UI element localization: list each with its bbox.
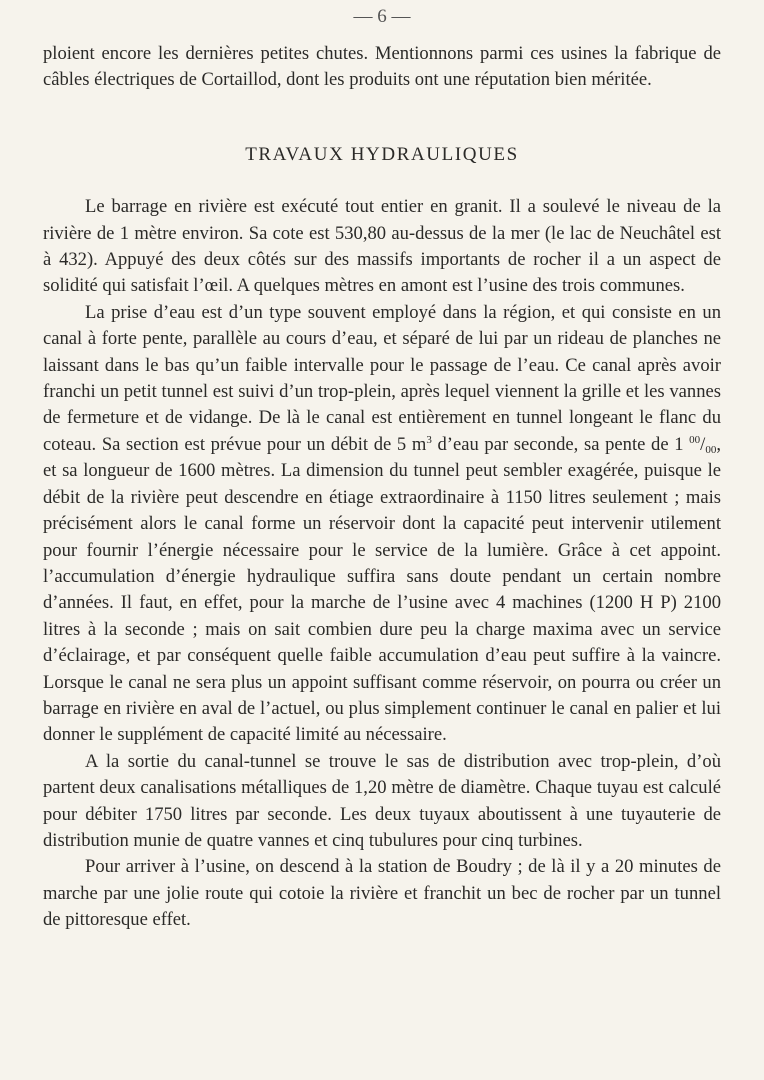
paragraph-text: La prise d’eau est d’un type souvent employé dans la région, et qui consiste en un canal à forte pente, parallèle au cours d’eau, et séparé de lui par un rideau de planches ne laissant dans le bas qu’un faible intervalle pour le passage de l’eau. Ce canal après avoir franchi un petit tunnel est suivi d’un trop-plein, après lequel viennent la grille et les vannes de fermeture et de vidange. De là le canal est entièrement en tunnel longeant le flanc du coteau. Sa section est prévue pour un débit de 5 m [43, 301, 721, 455]
cubic-exponent: 3 [426, 433, 432, 446]
paragraph-text: d’eau par seconde, sa pente de 1 [431, 433, 690, 455]
permille-denominator: 00 [705, 443, 717, 456]
paragraph-barrage: Le barrage en rivière est exécuté tout entier en granit. Il a soulevé le niveau de la rivière de 1 mètre environ. Sa cote est 530,80 au-dessus de la mer (le lac de Neuchâtel est à 432). Appuyé des deux côtés sur des massifs importants de rocher il a un aspect de solidité qui satisfait l’œil. A quelques mètres en amont est l’usine des trois communes. [43, 196, 721, 297]
permille-numerator: 00 [689, 433, 701, 446]
body-text [43, 41, 721, 934]
section-heading: TRAVAUX HYDRAULIQUES [245, 143, 519, 165]
page-number: — 6 — [353, 6, 411, 27]
permille-slash: / [700, 433, 706, 455]
paragraph-prise-d-eau [43, 300, 721, 749]
paragraph-text: , et sa longueur de 1600 mètres. La dimension du tunnel peut sembler exagérée, puisque le débit de la rivière peut descendre en étiage extraordinaire à 1150 litres seulement ; mais précisément alors le canal forme un réservoir dont la capacité peut intervenir utilement pour fournir l’énergie nécessaire pour le service de la lumière. Grâce à cet appoint. l’accumulation d’énergie hydraulique suffira sans doute pendant un certain nombre d’années. Il faut, en effet, pour la marche de l’usine avec 4 machines (1200 H P) 2100 litres à la seconde ; mais on sait combien dure peu la charge maxima avec un service d’éclairage, et par conséquent quelle faible accumulation d’eau peut suffire à la vaincre. Lorsque le canal ne sera plus un appoint suffisant comme réservoir, on pourra ou créer un barrage en rivière en aval de l’actuel, ou plus simplement continuer le canal en palier et lui donner le supplément de capacité limité au nécessaire. [43, 433, 721, 746]
paragraph-sortie-canal: A la sortie du canal-tunnel se trouve le sas de distribution avec trop-plein, d’où partent deux canalisations métalliques de 1,20 mètre de diamètre. Chaque tuyau est calculé pour débiter 1750 litres par seconde. Les deux tuyaux aboutissent à une tuyauterie de distribution munie de quatre vannes et cinq tubulures pour cinq turbines. [43, 750, 721, 851]
paragraph-arriver-usine: Pour arriver à l’usine, on descend à la station de Boudry ; de là il y a 20 minutes de marche par une jolie route qui cotoie la rivière et franchit un bec de rocher par un tunnel de pittoresque effet. [43, 856, 721, 931]
intro-paragraph: ploient encore les dernières petites chutes. Mentionnons parmi ces usines la fabrique de câbles électriques de Cortaillod, dont les produits ont une réputation bien méritée. [43, 43, 721, 91]
